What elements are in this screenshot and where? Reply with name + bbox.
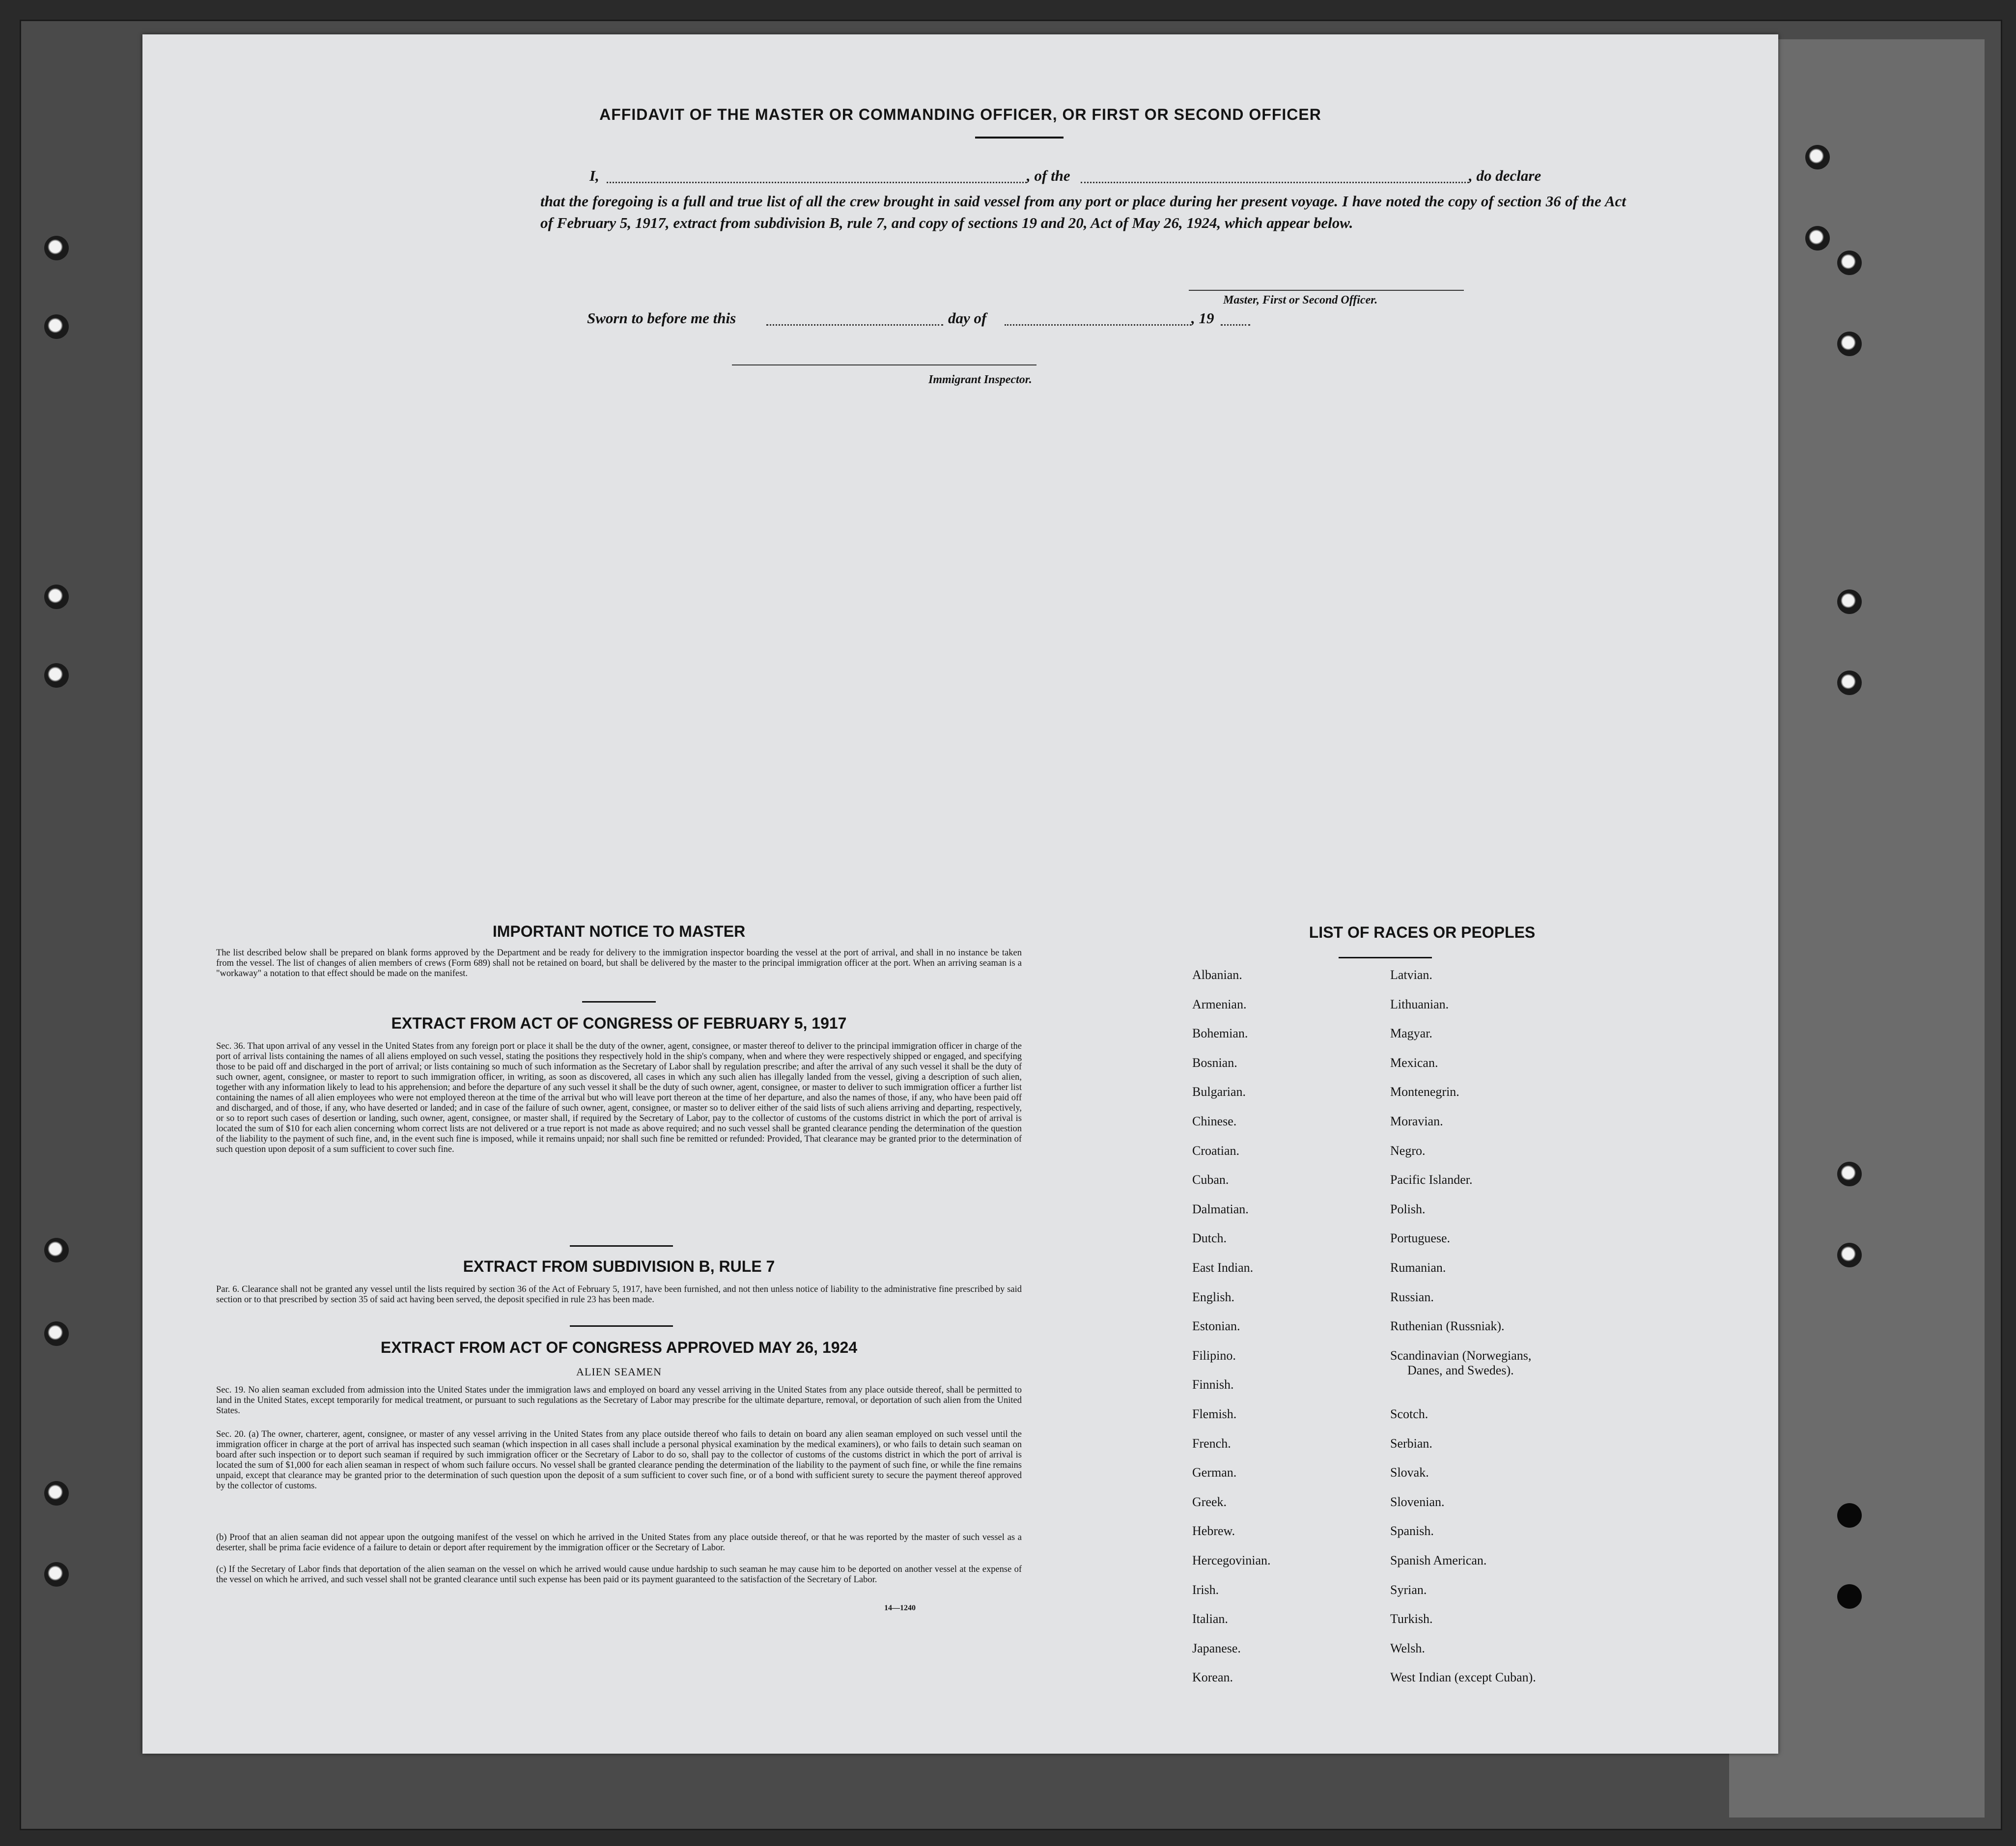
race-item: Irish. xyxy=(1192,1582,1219,1597)
race-item: Negro. xyxy=(1390,1143,1426,1158)
binder-hole-icon xyxy=(1805,226,1830,251)
master-name-field[interactable] xyxy=(607,182,1027,183)
races-divider xyxy=(1339,957,1432,958)
race-item: Pacific Islander. xyxy=(1390,1173,1473,1187)
race-item: Filipino. xyxy=(1192,1348,1236,1363)
race-item: Italian. xyxy=(1192,1612,1228,1626)
race-item: Magyar. xyxy=(1390,1026,1432,1041)
race-item: Polish. xyxy=(1390,1202,1426,1216)
binder-hole-icon xyxy=(1837,589,1862,614)
binder-hole-icon xyxy=(44,314,69,339)
section-divider xyxy=(570,1245,673,1247)
extract-1924-sec20c: (c) If the Secretary of Labor finds that deportation of the alien seaman on the vessel on which he arrived would cause undue hardship to such seaman he may cause him to be deported on another vessel at the expense of the vessel on which he arrived, and such vessel shall not be granted clearance until such expense has been paid or its payment guaranteed to the satisfaction of the Secretary of Labor. xyxy=(216,1565,1022,1585)
binder-hole-icon xyxy=(1837,1584,1862,1609)
day-of-label: day of xyxy=(948,309,987,327)
race-item: Serbian. xyxy=(1390,1436,1432,1451)
binder-hole-icon xyxy=(44,236,69,260)
signature-caption: Master, First or Second Officer. xyxy=(1223,294,1378,307)
binder-hole-icon xyxy=(1837,1162,1862,1186)
year-prefix-label: , 19 xyxy=(1191,309,1214,327)
master-signature-field[interactable] xyxy=(1189,290,1464,291)
race-item: Mexican. xyxy=(1390,1055,1438,1070)
section-divider xyxy=(582,1001,656,1003)
race-item: Bosnian. xyxy=(1192,1055,1237,1070)
extract-rule7-text: Par. 6. Clearance shall not be granted any vessel until the lists required by section 36 of the Act of February 5, 1917, have been furnished, and not then unless notice of liability to the administrative fine prescribed by said section or to that prescribed by section 35 of said act having been served, the deposit specified in rule 23 has been made. xyxy=(216,1285,1022,1305)
race-item: Ruthenian (Russniak). xyxy=(1390,1319,1505,1334)
extract-1924-sec20b: (b) Proof that an alien seaman did not appear upon the outgoing manifest of the vessel on which he arrived in the United States from any place outside thereof, or that he was reported by the master of such vessel as a deserter, shall be prima facie evidence of a failure to detain or deport after requirement by the immigration officer or the Secretary of Labor. xyxy=(216,1533,1022,1553)
race-item: Welsh. xyxy=(1390,1641,1425,1655)
binder-hole-icon xyxy=(44,1321,69,1346)
race-item: Dutch. xyxy=(1192,1231,1227,1246)
extract-1917-text: Sec. 36. That upon arrival of any vessel in the United States from any foreign port or place it shall be the duty of the owner, agent, consignee, or master thereof to deliver to the principal immigration officer in charge of the port of arrival lists containing the names of all aliens employed on such vessel, stating the positions they respectively hold in the ship's company, when and where they were respectively shipped or engaged, and specifying those to be paid off and discharged in the port of arrival; or lists containing so much of such information as the Secretary of Labor shall by regulation prescribe; and after the arrival of any such vessel it shall be the duty of such owner, agent, consignee, or master to report to such immigration officer, in writing, as soon as discovered, all cases in which any such alien has illegally landed from the vessel, giving a description of such alien, together with any information likely to lead to his apprehension; and before the departure of any such vessel it shall be the duty of such owner, agent, consignee, or master to deliver to such immigration officer a further list containing the names of all alien employees who were not employed thereon at the time of the arrival but who will leave port thereon at the time of her departure, and also the names of those, if any, who have been paid off and discharged, and of those, if any, who have deserted or landed; and in case of the failure of such owner, agent, consignee, or master so to deliver either of the said lists of such aliens arriving and departing, respectively, or so to report such cases of desertion or landing, such owner, agent, consignee, or master shall, if required by the Secretary of Labor, pay to the collector of customs of the customs district in which the port of arrival is located the sum of $10 for each alien concerning whom correct lists are not delivered or a true report is not made as above required; and no such vessel shall be granted clearance pending the determination of the question of the liability to the payment of such fine, and, in the event such fine is imposed, while it remains unpaid; nor shall such fine be remitted or refunded: Provided, That clearance may be granted prior to the determination of such question upon deposit of a sum sufficient to cover such fine. xyxy=(216,1041,1022,1154)
race-item: Rumanian. xyxy=(1390,1260,1446,1275)
race-item: Hebrew. xyxy=(1192,1524,1235,1538)
race-item: Finnish. xyxy=(1192,1377,1234,1392)
alien-seamen-subtitle: ALIEN SEAMEN xyxy=(576,1366,662,1378)
extract-1924-sec19: Sec. 19. No alien seaman excluded from admission into the United States under the immigration laws and employed on board any vessel arriving in the United States from any place outside thereof, shall be permitted to land in the United States, except temporarily for medical treatment, or pursuant to such regulations as the Secretary of Labor may prescribe for the ultimate departure, removal, or deportation of such alien from the United States. xyxy=(216,1385,1022,1416)
sworn-month-field[interactable] xyxy=(1005,324,1191,326)
form-number: 14—1240 xyxy=(884,1604,916,1612)
notice-text: The list described below shall be prepared on blank forms approved by the Department and be ready for delivery to the immigration inspector boarding the vessel at the port of arrival, and shall in no instance be taken from the vessel. The list of changes of alien members of crews (Form 689) shall not be retained on board, but shall be delivered by the master to the principal immigration officer at the port. When an arriving seaman is a "workaway" a notation to that effect should be made on the manifest. xyxy=(216,948,1022,979)
race-item: English. xyxy=(1192,1289,1234,1304)
vessel-name-field[interactable] xyxy=(1081,182,1469,183)
race-item: Chinese. xyxy=(1192,1114,1237,1128)
race-item: Lithuanian. xyxy=(1390,997,1449,1011)
race-item: West Indian (except Cuban). xyxy=(1390,1670,1536,1685)
race-item: Greek. xyxy=(1192,1494,1227,1509)
binder-hole-icon xyxy=(44,585,69,609)
title-divider xyxy=(975,137,1064,139)
notice-title: IMPORTANT NOTICE TO MASTER xyxy=(492,923,746,940)
extract-rule7-title: EXTRACT FROM SUBDIVISION B, RULE 7 xyxy=(463,1258,775,1275)
sworn-day-field[interactable] xyxy=(766,324,943,326)
race-item: Dalmatian. xyxy=(1192,1202,1249,1216)
binder-hole-icon xyxy=(44,1238,69,1262)
race-item: Moravian. xyxy=(1390,1114,1443,1128)
extract-1924-title: EXTRACT FROM ACT OF CONGRESS APPROVED MAY 26, 1924 xyxy=(380,1339,858,1356)
affidavit-title: AFFIDAVIT OF THE MASTER OR COMMANDING OFFICER, OR FIRST OR SECOND OFFICER xyxy=(599,106,1321,123)
sworn-year-field[interactable] xyxy=(1221,324,1250,326)
race-item: Bulgarian. xyxy=(1192,1085,1246,1099)
race-item: Slovenian. xyxy=(1390,1494,1445,1509)
race-item: Estonian. xyxy=(1192,1319,1240,1334)
race-item: Scandinavian (Norwegians, xyxy=(1390,1348,1532,1363)
of-the-label: , of the xyxy=(1027,167,1070,184)
race-item: Syrian. xyxy=(1390,1582,1427,1597)
affidavit-paragraph: that the foregoing is a full and true list of all the crew brought in said vessel from any port or place during her present voyage. I have noted the copy of section 36 of the Act of February 5, 1917, extract from subdivision B, rule 7, and copy of sections 19 and 20, Act of May 26, 1924, which appear below. xyxy=(540,193,1626,231)
inspector-signature-field[interactable] xyxy=(732,364,1036,365)
inspector-caption: Immigrant Inspector. xyxy=(928,373,1032,386)
race-item: Russian. xyxy=(1390,1289,1434,1304)
race-item: French. xyxy=(1192,1436,1231,1451)
binder-hole-icon xyxy=(1837,671,1862,695)
binder-hole-icon xyxy=(1837,332,1862,356)
races-title: LIST OF RACES OR PEOPLES xyxy=(1309,923,1536,941)
race-item: Korean. xyxy=(1192,1670,1233,1685)
race-item: Albanian. xyxy=(1192,968,1242,982)
race-item: Flemish. xyxy=(1192,1407,1237,1421)
race-item: Scotch. xyxy=(1390,1407,1428,1421)
race-item: Bohemian. xyxy=(1192,1026,1248,1041)
extract-1924-sec20a: Sec. 20. (a) The owner, charterer, agent, consignee, or master of any vessel arriving in the United States from any place outside thereof who fails to detain on board any alien seaman employed on such vessel until the immigration officer in charge at the port of arrival has inspected such seaman (which inspection in all cases shall include a personal physical examination by the medical examiners), or who fails to detain such seaman on board after such inspection or to deport such seaman if required by such immigration officer or the Secretary of Labor to do so, shall pay to the collector of customs of the customs district in which the port of arrival is located the sum of $1,000 for each alien seaman in respect of whom such failure occurs. No vessel shall be granted clearance pending the determination of the liability to the payment of such fine, or while the fine remains unpaid, except that clearance may be granted prior to the determination of such question upon the deposit of a sum sufficient to cover such fine, or of a bond with sufficient surety to secure the payment thereof approved by the collector of customs. xyxy=(216,1429,1022,1491)
race-item: Japanese. xyxy=(1192,1641,1241,1655)
binder-hole-icon xyxy=(1837,251,1862,275)
race-item: Croatian. xyxy=(1192,1143,1240,1158)
race-item: Armenian. xyxy=(1192,997,1247,1011)
race-item: Spanish American. xyxy=(1390,1553,1487,1567)
do-declare-label: , do declare xyxy=(1469,167,1541,184)
i-label: I, xyxy=(589,167,599,184)
race-item: Montenegrin. xyxy=(1390,1085,1459,1099)
sworn-line xyxy=(587,309,1422,329)
race-item: Spanish. xyxy=(1390,1524,1434,1538)
race-item: German. xyxy=(1192,1465,1237,1480)
binder-hole-icon xyxy=(44,1481,69,1506)
race-item: East Indian. xyxy=(1192,1260,1254,1275)
race-item: Latvian. xyxy=(1390,968,1432,982)
affidavit-declaration-line xyxy=(589,167,1626,187)
race-item: Portuguese. xyxy=(1390,1231,1451,1246)
document-page xyxy=(142,34,1778,1754)
binder-hole-icon xyxy=(1805,145,1830,169)
race-item: Danes, and Swedes). xyxy=(1407,1363,1514,1377)
binder-hole-icon xyxy=(44,1562,69,1587)
sworn-label: Sworn to before me this xyxy=(587,309,736,327)
binder-hole-icon xyxy=(44,663,69,688)
race-item: Hercegovinian. xyxy=(1192,1553,1271,1567)
race-item: Turkish. xyxy=(1390,1612,1433,1626)
race-item: Cuban. xyxy=(1192,1173,1229,1187)
section-divider xyxy=(570,1325,673,1327)
extract-1917-title: EXTRACT FROM ACT OF CONGRESS OF FEBRUARY 5, 1917 xyxy=(391,1014,847,1032)
binder-hole-icon xyxy=(1837,1503,1862,1528)
binder-hole-icon xyxy=(1837,1243,1862,1267)
race-item: Slovak. xyxy=(1390,1465,1429,1480)
